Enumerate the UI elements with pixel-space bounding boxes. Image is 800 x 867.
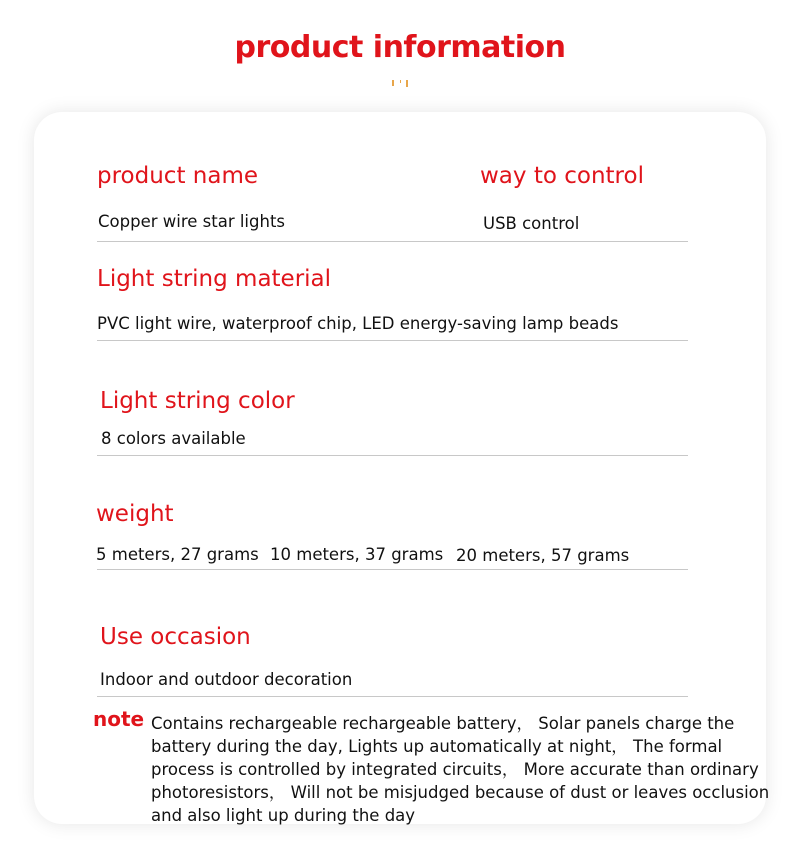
divider	[97, 455, 688, 456]
page-title: product information	[234, 30, 566, 65]
color-value: 8 colors available	[101, 429, 246, 448]
color-heading: Light string color	[100, 388, 295, 414]
product-name-heading: product name	[97, 163, 258, 189]
divider	[97, 696, 688, 697]
control-heading: way to control	[480, 163, 644, 189]
weight-heading: weight	[96, 501, 174, 527]
weight-value-10m: 10 meters, 37 grams	[270, 545, 444, 564]
product-name-value: Copper wire star lights	[98, 212, 286, 231]
material-heading: Light string material	[97, 266, 332, 292]
divider	[97, 241, 688, 242]
material-value: PVC light wire, waterproof chip, LED energy-saving lamp beads	[97, 314, 619, 333]
occasion-heading: Use occasion	[100, 624, 251, 650]
note-label: note	[93, 707, 145, 731]
title-decoration	[392, 80, 408, 88]
control-value: USB control	[483, 214, 580, 233]
divider	[97, 340, 688, 341]
weight-value-5m: 5 meters, 27 grams	[96, 545, 259, 564]
weight-value-20m: 20 meters, 57 grams	[456, 546, 630, 565]
divider	[97, 569, 688, 570]
note-text: Contains rechargeable rechargeable battery， Solar panels charge the battery during the day, Lights up automatically at night， The formal process is controlled by integrated circuits， More accurate than ordinary photoresistors， Will not be misjudged because of dust or leaves occlusion and also light up during the day	[151, 714, 770, 825]
occasion-value: Indoor and outdoor decoration	[100, 670, 353, 689]
